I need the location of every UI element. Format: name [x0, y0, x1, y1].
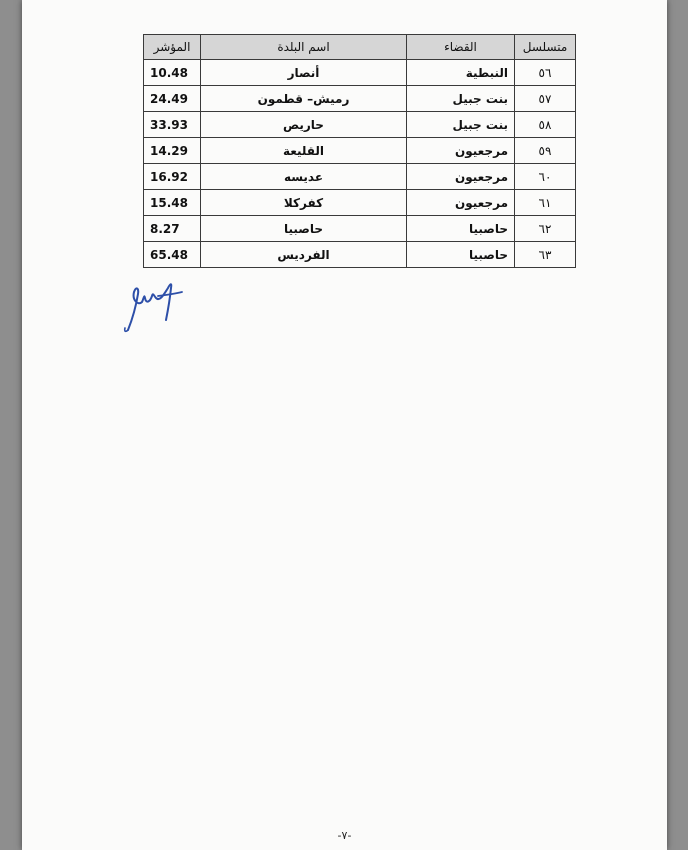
document-page	[22, 0, 667, 850]
cell-town: حاصبيا	[201, 216, 407, 242]
cell-district: بنت جبيل	[407, 112, 515, 138]
cell-district: النبطية	[407, 60, 515, 86]
header-district: القضاء	[407, 35, 515, 60]
cell-index: 33.93	[144, 112, 201, 138]
header-town: اسم البلدة	[201, 35, 407, 60]
cell-serial: ٦١	[515, 190, 576, 216]
cell-town: القليعة	[201, 138, 407, 164]
cell-town: كفركلا	[201, 190, 407, 216]
page-number: -٧-	[337, 829, 352, 842]
table-row	[144, 190, 576, 216]
table-row	[144, 216, 576, 242]
cell-district: مرجعيون	[407, 164, 515, 190]
handwritten-signature	[120, 276, 190, 334]
table-row	[144, 86, 576, 112]
cell-town: عديسه	[201, 164, 407, 190]
cell-index: 14.29	[144, 138, 201, 164]
table-row	[144, 138, 576, 164]
cell-index: 24.49	[144, 86, 201, 112]
cell-serial: ٥٦	[515, 60, 576, 86]
cell-town: رميش– قطمون	[201, 86, 407, 112]
cell-district: مرجعيون	[407, 190, 515, 216]
header-serial: متسلسل	[515, 35, 576, 60]
towns-index-table	[143, 34, 576, 268]
cell-index: 8.27	[144, 216, 201, 242]
cell-serial: ٥٩	[515, 138, 576, 164]
cell-index: 10.48	[144, 60, 201, 86]
cell-index: 16.92	[144, 164, 201, 190]
cell-town: الفرديس	[201, 242, 407, 268]
table-row	[144, 242, 576, 268]
cell-district: حاصبيا	[407, 216, 515, 242]
cell-serial: ٦٣	[515, 242, 576, 268]
cell-index: 65.48	[144, 242, 201, 268]
cell-index: 15.48	[144, 190, 201, 216]
cell-serial: ٥٧	[515, 86, 576, 112]
header-index: المؤشر	[144, 35, 201, 60]
cell-district: حاصبيا	[407, 242, 515, 268]
cell-town: أنصار	[201, 60, 407, 86]
table-row	[144, 60, 576, 86]
cell-district: بنت جبيل	[407, 86, 515, 112]
cell-serial: ٦٢	[515, 216, 576, 242]
table-header-row	[144, 35, 576, 60]
table-row	[144, 164, 576, 190]
cell-serial: ٥٨	[515, 112, 576, 138]
cell-district: مرجعيون	[407, 138, 515, 164]
table-row	[144, 112, 576, 138]
cell-serial: ٦٠	[515, 164, 576, 190]
cell-town: حاريص	[201, 112, 407, 138]
